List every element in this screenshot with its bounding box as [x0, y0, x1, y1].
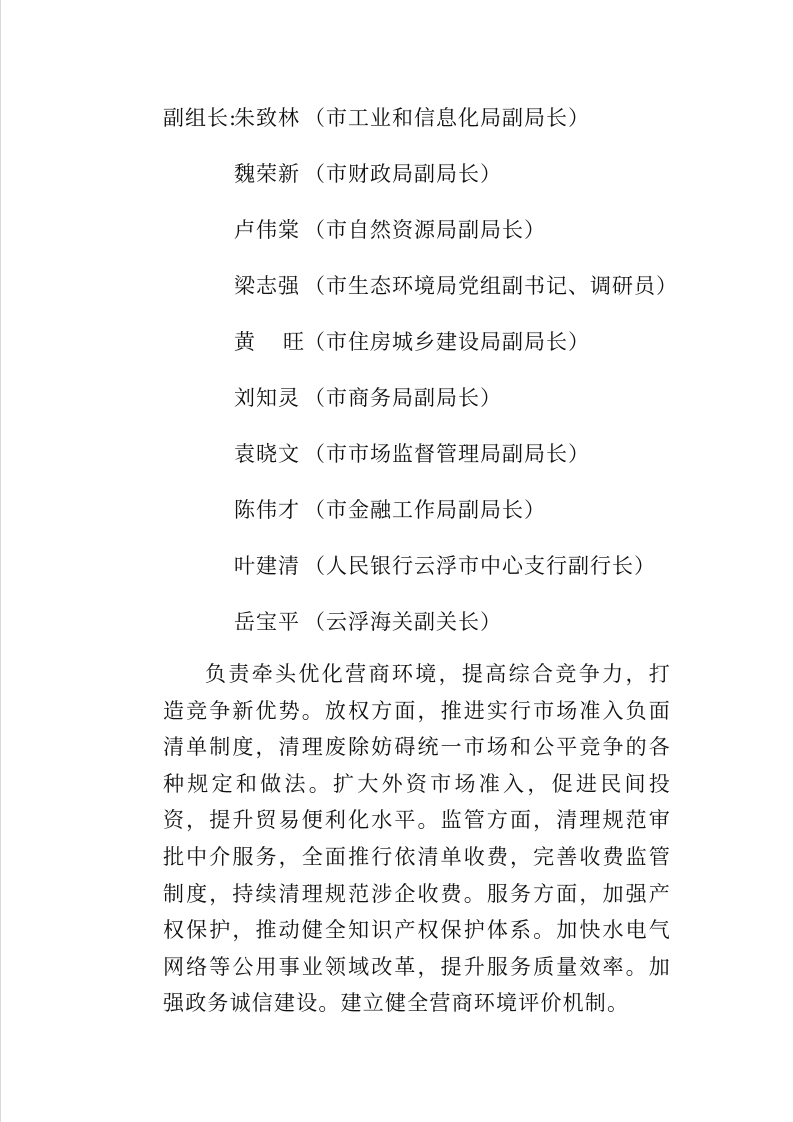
- member-name: 朱致林: [234, 106, 300, 130]
- member-name: 刘知灵: [234, 386, 300, 410]
- member-position: （市商务局副局长）: [304, 386, 502, 410]
- member-position: （云浮海关副关长）: [304, 610, 502, 634]
- member-position: （市生态环境局党组副书记、调研员）: [304, 274, 678, 298]
- member-position: （市财政局副局长）: [304, 162, 502, 186]
- member-position: （市工业和信息化局副局长）: [304, 106, 590, 130]
- deputy-leader-label: 副组长:: [163, 106, 238, 130]
- member-position: （市住房城乡建设局副局长）: [304, 330, 590, 354]
- member-name: 魏荣新: [234, 162, 300, 186]
- member-position: （市市场监督管理局副局长）: [304, 442, 590, 466]
- member-name: 梁志强: [234, 274, 300, 298]
- member-name: 叶建清: [234, 554, 300, 578]
- page-edge-line: [0, 0, 1, 1122]
- member-name: 黄旺: [234, 330, 332, 354]
- member-name: 陈伟才: [234, 498, 300, 522]
- member-position: （人民银行云浮市中心支行副行长）: [304, 554, 656, 578]
- member-name: 袁晓文: [234, 442, 300, 466]
- member-name: 岳宝平: [234, 610, 300, 634]
- member-position: （市自然资源局副局长）: [304, 218, 546, 242]
- member-position: （市金融工作局副局长）: [304, 498, 546, 522]
- responsibilities-paragraph: 负责牵头优化营商环境，提高综合竞争力，打造竞争新优势。放权方面，推进实行市场准入负面清单制度，清理废除妨碍统一市场和公平竞争的各种规定和做法。扩大外资市场准入，促进民间投资，提升贸易便利化水平。监管方面，清理规范审批中介服务，全面推行依清单收费，完善收费监管制度，持续清理规范涉企收费。服务方面，加强产权保护，推动健全知识产权保护体系。加快水电气网络等公用事业领域改革，提升服务质量效率。加强政务诚信建设。建立健全营商环境评价机制。: [163, 662, 671, 1016]
- member-name: 卢伟棠: [234, 218, 300, 242]
